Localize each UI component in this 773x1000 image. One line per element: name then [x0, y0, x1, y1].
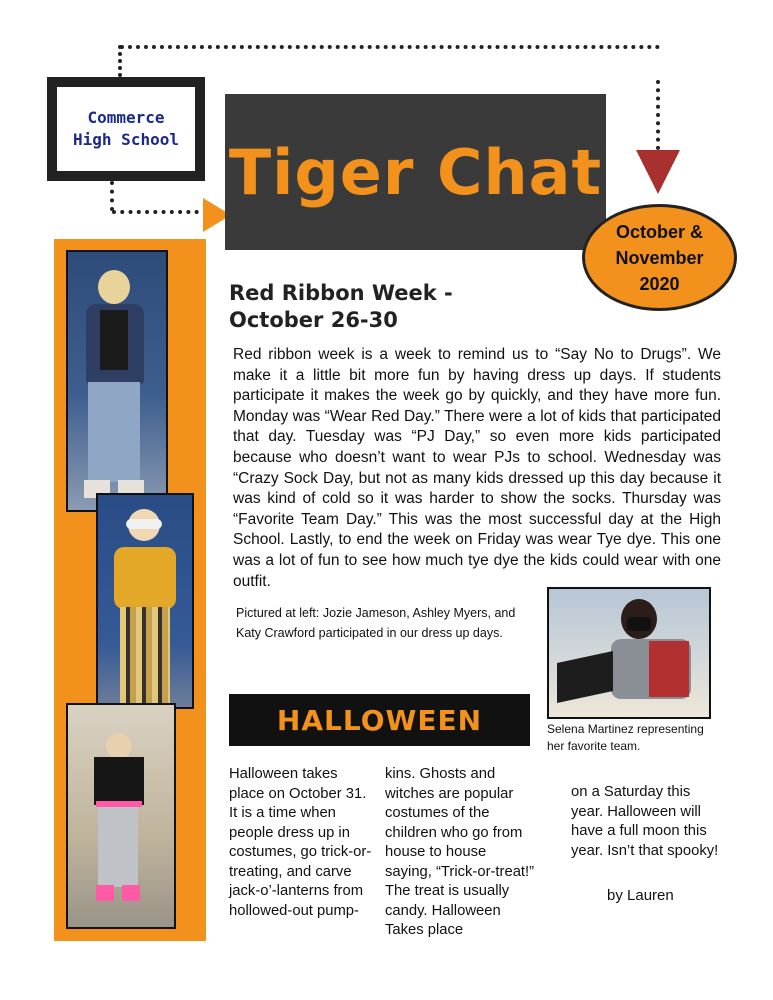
article-heading-red-ribbon [229, 280, 529, 334]
article-body-red-ribbon: Red ribbon week is a week to remind us to “Say No to Drugs”. We make it a little bit more fun by having dress up days. If students participate it makes the week go by quickly, and they have more fun. Monday was “Wear Red Day.” There were a lot of kids that participated that day. Tuesday was “PJ Day,” so even more kids participated because who doesn’t want to wear PJs to school. Wednesday was “Crazy Sock Day, but not as many kids dressed up this day because it was kind of cold so it was harder to show the socks. Thursday was “Favorite Team Day.” This was the most successful day at the High School. Lastly, to end the week on Friday was wear Tye dye. This one was a lot of fun to see how much tye dye the kids could wear with one outfit. [233, 346, 721, 590]
halloween-column-3: on a Saturday this year. Halloween will have a full moon this year. Isn’t that spooky! [571, 784, 719, 859]
photo-student-denim-jacket [66, 250, 168, 512]
photo-student-with-laptop [547, 587, 711, 719]
halloween-column-1: Halloween takes place on October 31. It is a time when people dress up in costumes, go trick-or-treating, and carve jack-o’-lanterns from hollowed-out pump- [229, 766, 372, 919]
dotted-line-bottom-left [112, 210, 207, 214]
dotted-line-right [656, 80, 660, 150]
date-line1: October & [615, 221, 703, 242]
school-logo-box [47, 77, 205, 181]
school-name-line2: High School [73, 130, 179, 149]
heading-line2: October 26-30 [229, 308, 398, 332]
photo-caption-right: Selena Martinez representing her favorite team. [547, 722, 704, 753]
halloween-banner-text: HALLOWEEN [276, 703, 483, 737]
article-byline: by Lauren [607, 887, 674, 904]
date-line3: 2020 [639, 273, 680, 294]
photo-caption-left: Pictured at left: Jozie Jameson, Ashley Myers, and Katy Crawford participated in our dress up days. [236, 606, 516, 640]
red-arrow-icon [636, 150, 680, 194]
halloween-banner [229, 694, 530, 746]
date-badge [582, 204, 737, 311]
date-line2: November [615, 247, 704, 268]
photo-student-black-outfit [66, 703, 176, 929]
dotted-line-left-bottom [110, 181, 114, 211]
school-logo-inner [57, 87, 195, 171]
halloween-column-2: kins. Ghosts and witches are popular costumes of the children who go from house to house saying, “Trick-or-treat!” The treat is usually candy. Halloween Takes place [385, 766, 535, 938]
school-name-line1: Commerce [87, 108, 165, 127]
heading-line1: Red Ribbon Week - [229, 281, 453, 305]
dotted-line-left-top [118, 45, 122, 77]
photo-student-yellow-shirt [96, 493, 194, 709]
newsletter-title: Tiger Chat [228, 136, 603, 209]
dotted-line-top [120, 45, 660, 49]
newsletter-title-box [225, 94, 606, 250]
